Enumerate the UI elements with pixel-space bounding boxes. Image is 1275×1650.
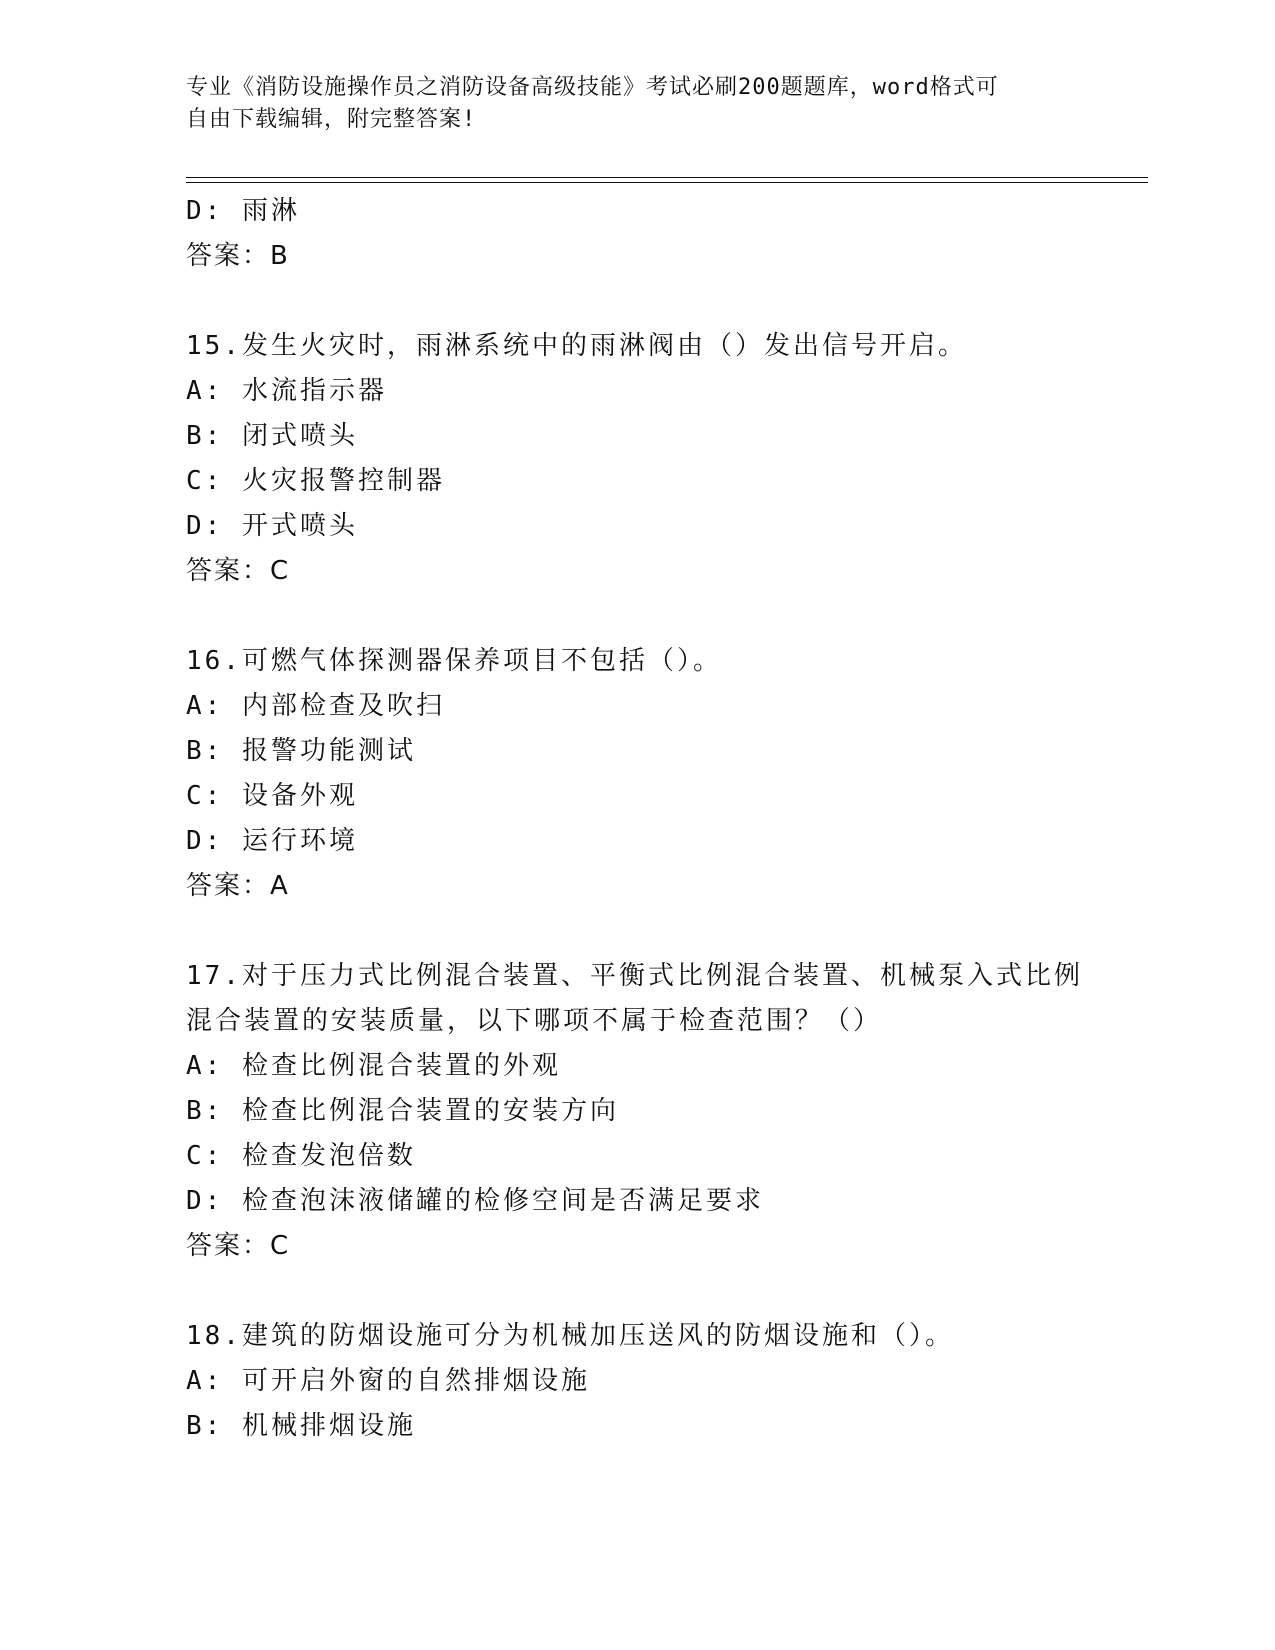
question-list (186, 189, 1148, 1449)
option-c: C: 设备外观 (186, 781, 358, 811)
question-text: 16.可燃气体探测器保养项目不包括（）。 (186, 646, 722, 676)
option-a: A: 检查比例混合装置的外观 (186, 1051, 561, 1081)
prev-answer: 答案：B (186, 241, 290, 271)
header-line-2: 自由下载编辑，附完整答案! (186, 107, 477, 132)
question-17 (186, 954, 1148, 1269)
option-d: D: 运行环境 (186, 826, 358, 856)
question-text: 18.建筑的防烟设施可分为机械加压送风的防烟设施和（）。 (186, 1321, 954, 1351)
question-16 (186, 639, 1148, 909)
option-b: B: 机械排烟设施 (186, 1411, 416, 1441)
option-b: B: 检查比例混合装置的安装方向 (186, 1096, 619, 1126)
answer: 答案：C (186, 1231, 291, 1261)
answer: 答案：A (186, 871, 290, 901)
option-a: A: 可开启外窗的自然排烟设施 (186, 1366, 590, 1396)
header-divider (186, 177, 1148, 183)
question-text-line-2: 混合装置的安装质量，以下哪项不属于检查范围？（） (186, 1006, 883, 1036)
option-b: B: 报警功能测试 (186, 736, 416, 766)
header-line-1: 专业《消防设施操作员之消防设备高级技能》考试必刷200题题库，word格式可 (186, 75, 999, 100)
question-18 (186, 1314, 1148, 1449)
option-a: A: 水流指示器 (186, 376, 387, 406)
question-15 (186, 324, 1148, 594)
option-b: B: 闭式喷头 (186, 421, 358, 451)
option-c: C: 检查发泡倍数 (186, 1141, 416, 1171)
option-a: A: 内部检查及吹扫 (186, 691, 445, 721)
option-d: D: 开式喷头 (186, 511, 358, 541)
spacer (186, 1269, 1148, 1314)
option-d: D: 检查泡沫液储罐的检修空间是否满足要求 (186, 1186, 764, 1216)
divider-line-top (186, 177, 1148, 178)
spacer (186, 279, 1148, 324)
spacer (186, 594, 1148, 639)
spacer (186, 909, 1148, 954)
question-text-line-1: 17.对于压力式比例混合装置、平衡式比例混合装置、机械泵入式比例 (186, 961, 1083, 991)
answer: 答案：C (186, 556, 291, 586)
prev-option-d: D: 雨淋 (186, 196, 300, 226)
page-header (186, 72, 1076, 136)
option-c: C: 火灾报警控制器 (186, 466, 445, 496)
question-text: 15.发生火灾时，雨淋系统中的雨淋阀由（）发出信号开启。 (186, 331, 967, 361)
divider-line-bottom (186, 182, 1148, 183)
